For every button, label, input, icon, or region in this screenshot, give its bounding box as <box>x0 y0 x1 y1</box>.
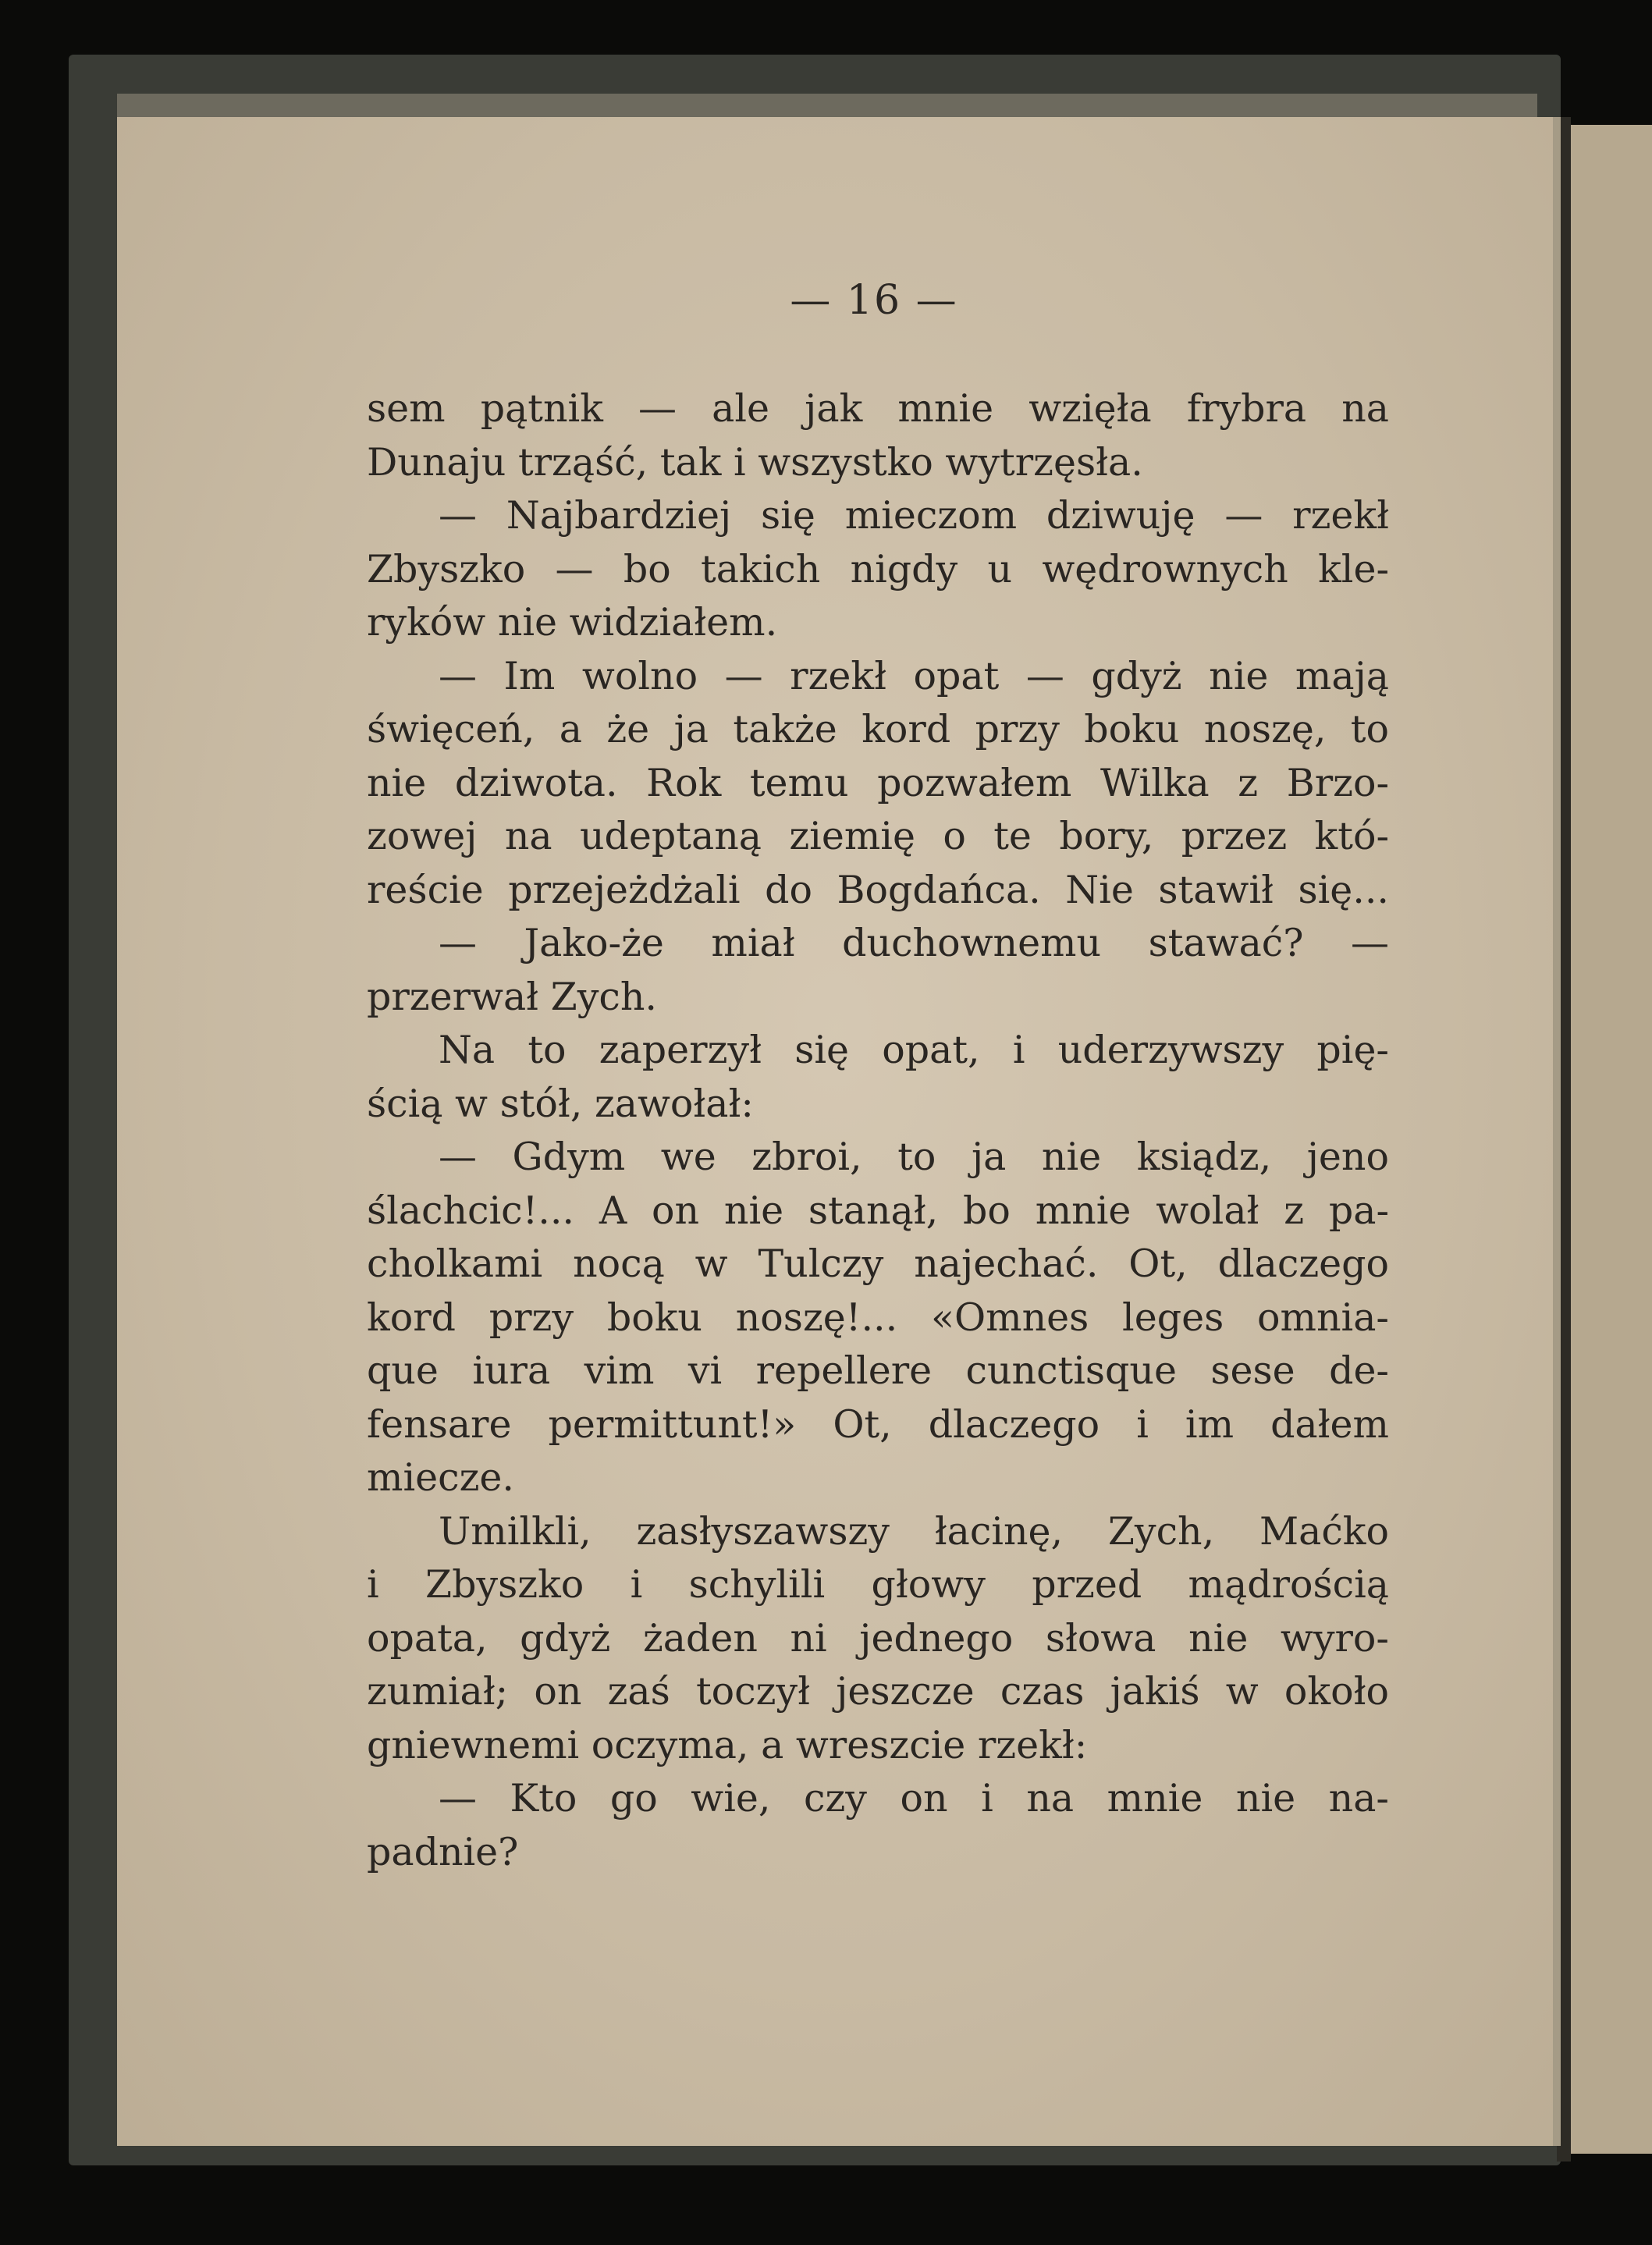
text-line: ścią w stół, zawołał: <box>367 1081 754 1126</box>
text-line: zowej na udeptaną ziemię o te bory, przez któ- <box>367 814 1389 858</box>
text-line: cholkami nocą w Tulczy najechać. Ot, dlaczego <box>367 1241 1389 1286</box>
text-line: — Kto go wie, czy on i na mnie nie na- <box>439 1776 1389 1821</box>
text-line: opata, gdyż żaden ni jednego słowa nie wyro- <box>367 1615 1389 1661</box>
page-number: — 16 — <box>790 277 958 324</box>
text-line: fensare permittunt!» Ot, dlaczego i im dałem <box>367 1401 1389 1447</box>
text-line: — Najbardziej się mieczom dziwuję — rzekł <box>439 493 1389 538</box>
text-line: zumiał; on zaś toczył jeszcze czas jakiś w około <box>367 1669 1389 1714</box>
text-line: miecze. <box>367 1455 514 1500</box>
text-line: que iura vim vi repellere cunctisque sese de- <box>367 1348 1389 1393</box>
text-line: przerwał Zych. <box>367 974 657 1019</box>
text-line: ślachcic!... A on nie stanął, bo mnie wolał z pa- <box>367 1188 1389 1233</box>
text-line: — Gdym we zbroi, to ja nie ksiądz, jeno <box>439 1135 1389 1179</box>
text-line: — Im wolno — rzekł opat — gdyż nie mają <box>439 653 1389 698</box>
body-text <box>367 382 1389 1879</box>
text-line: święceń, a że ja także kord przy boku noszę, to <box>367 707 1389 751</box>
text-line: kord przy boku noszę!... «Omnes leges omnia- <box>367 1295 1389 1340</box>
text-line: padnie? <box>367 1829 519 1874</box>
text-line: Na to zaperzył się opat, i uderzywszy pię- <box>439 1028 1389 1072</box>
text-line: ryków nie widziałem. <box>367 600 778 645</box>
text-line: nie dziwota. Rok temu pozwałem Wilka z Brzo- <box>367 760 1389 805</box>
text-line: sem pątnik — ale jak mnie wzięła frybra na <box>367 386 1389 431</box>
text-line: — Jako-że miał duchownemu stawać? — <box>439 921 1389 965</box>
text-line: gniewnemi oczyma, a wreszcie rzekł: <box>367 1722 1088 1767</box>
text-line: Umilkli, zasłyszawszy łacinę, Zych, Maćko <box>439 1508 1389 1554</box>
next-page-edge <box>1561 125 1652 2154</box>
text-line: Zbyszko — bo takich nigdy u wędrownych kle- <box>367 546 1389 591</box>
text-line: i Zbyszko i schylili głowy przed mądrością <box>367 1562 1389 1607</box>
text-line: reście przejeżdżali do Bogdańca. Nie stawił się... <box>367 867 1389 912</box>
text-line: Dunaju trząść, tak i wszystko wytrzęsła. <box>367 439 1143 485</box>
